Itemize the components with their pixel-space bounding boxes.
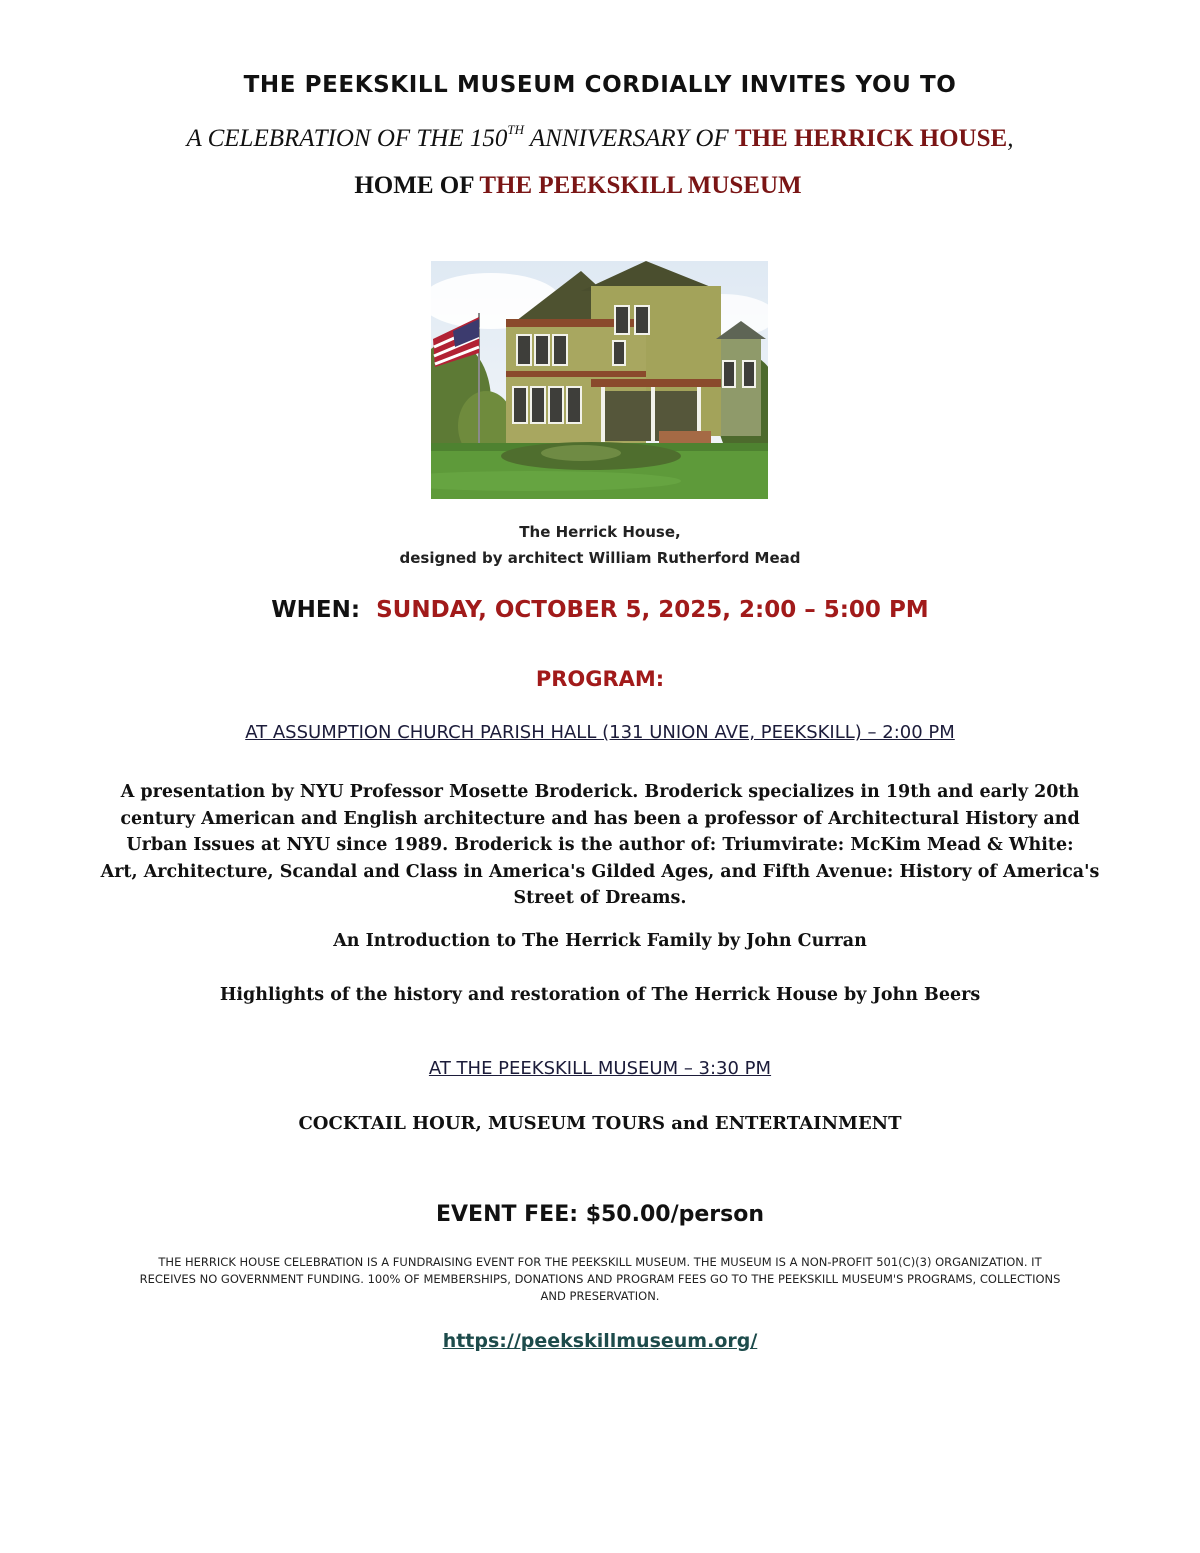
- ordinal-suffix: TH: [507, 122, 525, 137]
- location-parish-hall: AT ASSUMPTION CHURCH PARISH HALL (131 UNION AVE, PEEKSKILL) – 2:00 PM: [245, 722, 955, 743]
- presentation-line: A presentation by NYU Professor Mosette Broderick. Broderick specializes in 19th and early 20th: [120, 782, 1080, 802]
- museum-website-link[interactable]: https://peekskillmuseum.org/: [442, 1330, 758, 1352]
- program-heading: PROGRAM:: [535, 667, 665, 691]
- fine-print-line: RECEIVES NO GOVERNMENT FUNDING. 100% OF MEMBERSHIPS, DONATIONS AND PROGRAM FEES GO TO THE PEEKSKILL MUSEUM'S PROGRAMS, COLLECTIONS: [139, 1272, 1061, 1286]
- caption-line-1: The Herrick House,: [519, 523, 681, 541]
- family-introduction: An Introduction to The Herrick Family by John Curran: [333, 931, 867, 951]
- celebration-subheading: [0, 122, 1200, 153]
- fundraising-note: [30, 1254, 1170, 1305]
- when-label: WHEN:: [271, 597, 377, 623]
- presentation-line: century American and English architecture and has been a professor of Architectural History and: [120, 808, 1080, 829]
- subheading-comma: ,: [1007, 125, 1014, 152]
- photo-caption: [0, 519, 1200, 571]
- invitation-heading: THE PEEKSKILL MUSEUM CORDIALLY INVITES YOU TO: [243, 72, 957, 98]
- subheading-text-2: ANNIVERSARY OF: [524, 125, 735, 152]
- cocktail-hour: COCKTAIL HOUR, MUSEUM TOURS and ENTERTAINMENT: [298, 1113, 902, 1134]
- museum-name: THE PEEKSKILL MUSEUM: [479, 172, 802, 199]
- presentation-line: Art, Architecture, Scandal and Class in America's Gilded Ages, and Fifth Avenue: History of America's: [100, 861, 1100, 882]
- event-when: [0, 597, 1200, 623]
- herrick-house-photo: [431, 261, 768, 499]
- presentation-paragraph: [60, 779, 1140, 912]
- home-of-text: HOME OF: [354, 172, 480, 199]
- fine-print-line: THE HERRICK HOUSE CELEBRATION IS A FUNDRAISING EVENT FOR THE PEEKSKILL MUSEUM. THE MUSEUM IS A NON-PROFIT 501(C)(3) ORGANIZATION. IT: [158, 1255, 1042, 1269]
- caption-line-2: designed by architect William Rutherford Mead: [399, 549, 801, 567]
- restoration-highlights: Highlights of the history and restoration of The Herrick House by John Beers: [219, 985, 981, 1005]
- subheading-text: A CELEBRATION OF THE 150: [186, 125, 508, 152]
- when-value: SUNDAY, OCTOBER 5, 2025, 2:00 – 5:00 PM: [376, 597, 929, 623]
- event-fee: EVENT FEE: $50.00/person: [435, 1202, 765, 1227]
- presentation-line: Urban Issues at NYU since 1989. Broderick is the author of: Triumvirate: McKim Mead & White:: [126, 835, 1074, 855]
- fine-print-line: AND PRESERVATION.: [540, 1289, 660, 1303]
- home-of-heading: [0, 172, 1178, 200]
- location-museum: AT THE PEEKSKILL MUSEUM – 3:30 PM: [428, 1058, 772, 1079]
- herrick-house-name: THE HERRICK HOUSE: [734, 125, 1008, 152]
- presentation-line: Street of Dreams.: [513, 888, 687, 908]
